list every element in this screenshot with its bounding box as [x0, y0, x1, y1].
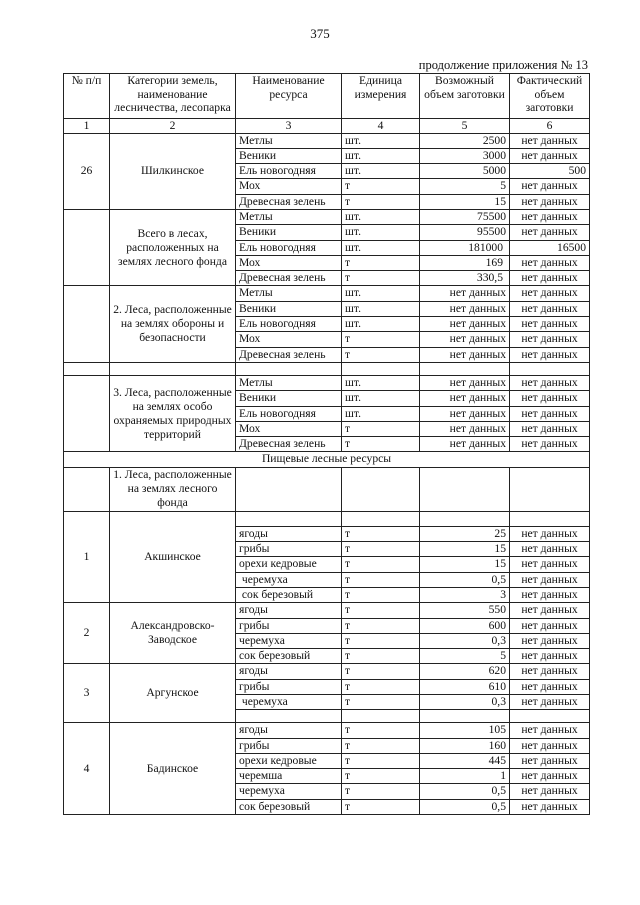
actual-volume: нет данных [510, 255, 590, 270]
resource-name: ягоды [236, 603, 342, 618]
actual-volume: нет данных [510, 799, 590, 814]
unit: т [342, 194, 420, 209]
actual-volume: нет данных [510, 723, 590, 738]
resource-name: Древесная зелень [236, 271, 342, 286]
unit: шт. [342, 164, 420, 179]
column-number: 6 [510, 119, 590, 134]
actual-volume: нет данных [510, 526, 590, 541]
actual-volume: нет данных [510, 421, 590, 436]
unit: шт. [342, 225, 420, 240]
column-number: 3 [236, 119, 342, 134]
actual-volume: нет данных [510, 618, 590, 633]
actual-volume: нет данных [510, 633, 590, 648]
page-number: 375 [310, 26, 330, 41]
resource-name: Метлы [236, 209, 342, 224]
possible-volume: 15 [420, 194, 510, 209]
actual-volume: нет данных [510, 225, 590, 240]
resource-name: Ель новогодняя [236, 240, 342, 255]
unit: т [342, 603, 420, 618]
row-number: 2 [64, 603, 110, 664]
unit: т [342, 784, 420, 799]
possible-volume: 5000 [420, 164, 510, 179]
possible-volume: 15 [420, 542, 510, 557]
resources-table [63, 73, 590, 815]
header-cell: Фактический объем заготовки [510, 74, 590, 119]
possible-volume: нет данных [420, 406, 510, 421]
unit: т [342, 437, 420, 452]
column-number: 4 [342, 119, 420, 134]
resource-name: орехи кедровые [236, 557, 342, 572]
possible-volume: 3 [420, 587, 510, 602]
forestry-name: Аргунское [110, 664, 236, 723]
actual-volume: нет данных [510, 587, 590, 602]
actual-volume: нет данных [510, 391, 590, 406]
unit: т [342, 753, 420, 768]
actual-volume: нет данных [510, 179, 590, 194]
unit: шт. [342, 133, 420, 148]
unit: т [342, 618, 420, 633]
resource-name: Мох [236, 179, 342, 194]
resource-name: орехи кедровые [236, 753, 342, 768]
possible-volume: 2500 [420, 133, 510, 148]
possible-volume: нет данных [420, 375, 510, 390]
possible-volume: 445 [420, 753, 510, 768]
possible-volume: 610 [420, 679, 510, 694]
possible-volume: нет данных [420, 332, 510, 347]
resource-name: Веники [236, 391, 342, 406]
resource-name: сок березовый [236, 587, 342, 602]
header-row [64, 74, 590, 119]
forestry-name: Александровско-Заводское [110, 603, 236, 664]
possible-volume: 15 [420, 557, 510, 572]
possible-volume: 95500 [420, 225, 510, 240]
resource-name: черемуха [236, 633, 342, 648]
unit: шт. [342, 391, 420, 406]
possible-volume: 5 [420, 179, 510, 194]
resource-name: сок березовый [236, 649, 342, 664]
possible-volume: нет данных [420, 421, 510, 436]
category-name: 2. Леса, расположенные на землях обороны и безопасности [110, 286, 236, 362]
unit: т [342, 679, 420, 694]
possible-volume: 0,5 [420, 572, 510, 587]
forestry-name: Акшинское [110, 511, 236, 602]
resource-name: Древесная зелень [236, 347, 342, 362]
unit: т [342, 633, 420, 648]
unit: т [342, 255, 420, 270]
empty-cell [64, 467, 110, 511]
unit: т [342, 723, 420, 738]
unit: шт. [342, 406, 420, 421]
unit: шт. [342, 209, 420, 224]
row-number: 3 [64, 664, 110, 723]
category-name: 1. Леса, расположенные на землях лесного фонда [110, 467, 236, 511]
possible-volume: 75500 [420, 209, 510, 224]
possible-volume: нет данных [420, 317, 510, 332]
category-name: 3. Леса, расположенные на землях особо охраняемых природных территорий [110, 375, 236, 451]
empty-cell [64, 375, 110, 451]
actual-volume: 500 [510, 164, 590, 179]
resource-name: Мох [236, 255, 342, 270]
actual-volume: нет данных [510, 406, 590, 421]
possible-volume: 3000 [420, 148, 510, 163]
possible-volume: 600 [420, 618, 510, 633]
actual-volume: нет данных [510, 542, 590, 557]
actual-volume: нет данных [510, 557, 590, 572]
resource-name: ягоды [236, 664, 342, 679]
resource-name: Ель новогодняя [236, 406, 342, 421]
unit: т [342, 179, 420, 194]
unit: т [342, 542, 420, 557]
actual-volume: нет данных [510, 572, 590, 587]
resource-name: Древесная зелень [236, 194, 342, 209]
possible-volume: 105 [420, 723, 510, 738]
actual-volume: нет данных [510, 375, 590, 390]
unit: т [342, 557, 420, 572]
unit: т [342, 587, 420, 602]
unit: шт. [342, 317, 420, 332]
actual-volume: нет данных [510, 664, 590, 679]
resource-name: грибы [236, 542, 342, 557]
row-number: 4 [64, 723, 110, 815]
table-row [64, 467, 590, 511]
unit: т [342, 769, 420, 784]
possible-volume: нет данных [420, 437, 510, 452]
unit: т [342, 649, 420, 664]
table-row [64, 133, 590, 148]
table-row [64, 375, 590, 390]
unit: т [342, 799, 420, 814]
table-row [64, 603, 590, 618]
actual-volume: нет данных [510, 317, 590, 332]
row-number: 26 [64, 133, 110, 209]
actual-volume: нет данных [510, 649, 590, 664]
actual-volume: нет данных [510, 603, 590, 618]
actual-volume: 16500 [510, 240, 590, 255]
actual-volume: нет данных [510, 695, 590, 710]
resource-name: ягоды [236, 723, 342, 738]
table-caption: продолжение приложения № 13 [418, 58, 588, 72]
possible-volume: нет данных [420, 301, 510, 316]
actual-volume: нет данных [510, 784, 590, 799]
section-title: Пищевые лесные ресурсы [64, 452, 590, 467]
empty-cell [64, 286, 110, 362]
possible-volume: 160 [420, 738, 510, 753]
empty-row [64, 362, 590, 375]
possible-volume: 5 [420, 649, 510, 664]
resource-name: Мох [236, 421, 342, 436]
table-row [64, 511, 590, 526]
unit: т [342, 271, 420, 286]
actual-volume: нет данных [510, 209, 590, 224]
unit: т [342, 332, 420, 347]
table-row [64, 723, 590, 738]
row-number: 1 [64, 511, 110, 602]
unit: шт. [342, 148, 420, 163]
resource-name: черемуха [236, 695, 342, 710]
forestry-name: Бадинское [110, 723, 236, 815]
column-number: 5 [420, 119, 510, 134]
resource-name: грибы [236, 618, 342, 633]
resource-name: Ель новогодняя [236, 164, 342, 179]
header-cell: № п/п [64, 74, 110, 119]
resource-name: грибы [236, 679, 342, 694]
actual-volume: нет данных [510, 332, 590, 347]
actual-volume: нет данных [510, 286, 590, 301]
header-cell: Категории земель, наименование лесничества, лесопарка [110, 74, 236, 119]
header-cell: Единица измерения [342, 74, 420, 119]
header-cell: Наименование ресурса [236, 74, 342, 119]
actual-volume: нет данных [510, 679, 590, 694]
resource-name: Метлы [236, 375, 342, 390]
possible-volume: 0,3 [420, 633, 510, 648]
resource-name: Мох [236, 332, 342, 347]
table-row [64, 209, 590, 224]
possible-volume: 330,5 [420, 271, 510, 286]
possible-volume: 620 [420, 664, 510, 679]
possible-volume: 550 [420, 603, 510, 618]
actual-volume: нет данных [510, 194, 590, 209]
resource-name: сок березовый [236, 799, 342, 814]
possible-volume: 0,3 [420, 695, 510, 710]
unit: т [342, 421, 420, 436]
table-row [64, 664, 590, 679]
header-cell: Возможный объем заготовки [420, 74, 510, 119]
unit: т [342, 347, 420, 362]
resource-name: Ель новогодняя [236, 317, 342, 332]
table-row [64, 286, 590, 301]
empty-cell [64, 209, 110, 285]
unit: шт. [342, 286, 420, 301]
unit: т [342, 695, 420, 710]
unit: шт. [342, 375, 420, 390]
unit: шт. [342, 301, 420, 316]
column-number: 1 [64, 119, 110, 134]
resource-name: Веники [236, 148, 342, 163]
resource-name: грибы [236, 738, 342, 753]
actual-volume: нет данных [510, 301, 590, 316]
resource-name: черемуха [236, 784, 342, 799]
category-name: Всего в лесах, расположенных на землях лесного фонда [110, 209, 236, 285]
possible-volume: 0,5 [420, 784, 510, 799]
possible-volume: нет данных [420, 347, 510, 362]
actual-volume: нет данных [510, 347, 590, 362]
column-number: 2 [110, 119, 236, 134]
resource-name: Веники [236, 225, 342, 240]
resource-name: Веники [236, 301, 342, 316]
possible-volume: 25 [420, 526, 510, 541]
unit: т [342, 738, 420, 753]
resource-name: Метлы [236, 286, 342, 301]
possible-volume: 169 [420, 255, 510, 270]
resource-name: черемуха [236, 572, 342, 587]
resource-name: Метлы [236, 133, 342, 148]
column-number-row [64, 119, 590, 134]
actual-volume: нет данных [510, 271, 590, 286]
actual-volume: нет данных [510, 769, 590, 784]
actual-volume: нет данных [510, 753, 590, 768]
possible-volume: 0,5 [420, 799, 510, 814]
section-row [64, 452, 590, 467]
unit: т [342, 526, 420, 541]
actual-volume: нет данных [510, 133, 590, 148]
forestry-name: Шилкинское [110, 133, 236, 209]
possible-volume: нет данных [420, 391, 510, 406]
resource-name: Древесная зелень [236, 437, 342, 452]
unit: т [342, 664, 420, 679]
unit: т [342, 572, 420, 587]
actual-volume: нет данных [510, 148, 590, 163]
resource-name: черемша [236, 769, 342, 784]
unit: шт. [342, 240, 420, 255]
actual-volume: нет данных [510, 738, 590, 753]
possible-volume: 181000 [420, 240, 510, 255]
possible-volume: нет данных [420, 286, 510, 301]
resource-name: ягоды [236, 526, 342, 541]
possible-volume: 1 [420, 769, 510, 784]
actual-volume: нет данных [510, 437, 590, 452]
